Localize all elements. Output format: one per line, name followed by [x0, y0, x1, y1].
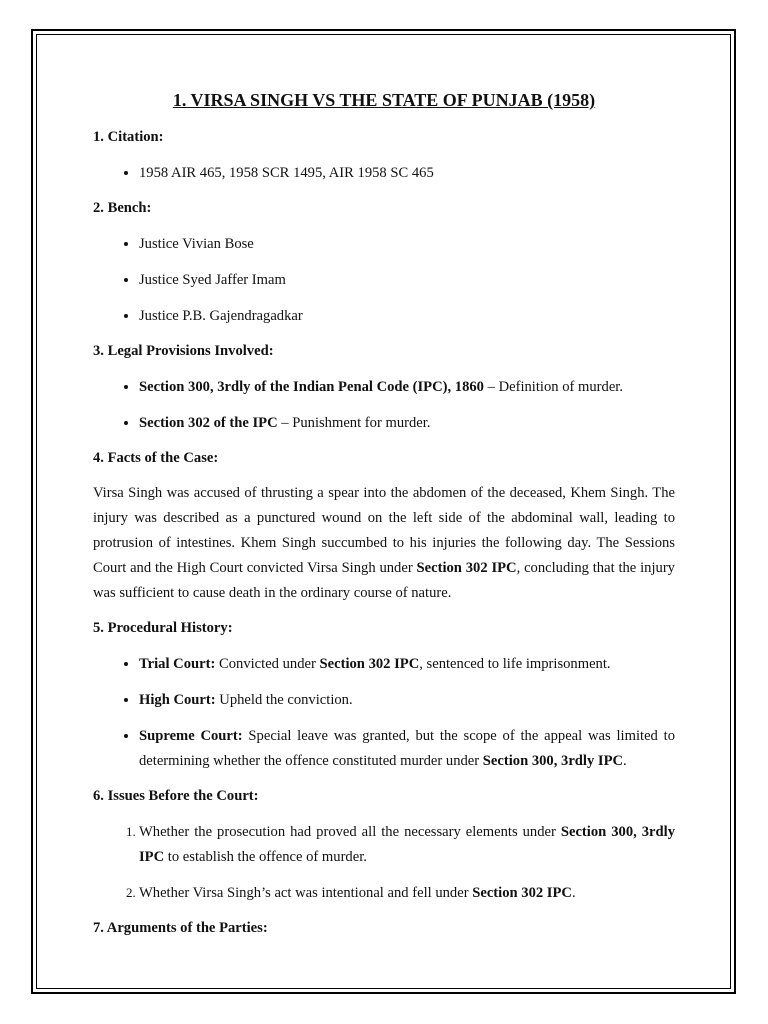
procedural-text-end: , sentenced to life imprisonment. [419, 656, 611, 672]
bench-judge: • Justice Syed Jaffer Imam [139, 267, 675, 293]
provision-item [139, 410, 675, 436]
provisions-heading: 3. Legal Provisions Involved: [93, 343, 274, 359]
procedural-text: Special leave was granted, but the scope of the appeal was limited to determining whether the offence constituted murder under [139, 728, 675, 769]
citation-heading: 1. Citation: [93, 129, 164, 145]
issue-bold: Section 302 IPC [472, 885, 572, 901]
facts-text: Virsa Singh was accused of thrusting a spear into the abdomen of the deceased, Khem Singh. The injury was described as a punctured wound on the left side of the abdominal wall, leading to protrusion of intestines. Khem Singh succumbed to his injuries the following day. The Sessions Court and the High Court convicted Virsa Singh under [93, 485, 675, 576]
procedural-item [139, 651, 675, 677]
arguments-heading: 7. Arguments of the Parties: [93, 920, 268, 936]
facts-text-end: , concluding that the injury was sufficient to cause death in the ordinary course of nature. [93, 560, 675, 601]
bench-judge: • Justice Vivian Bose [139, 231, 675, 257]
procedural-list [93, 651, 675, 774]
procedural-heading: 5. Procedural History: [93, 620, 233, 636]
provision-item [139, 374, 675, 400]
procedural-bold: Section 300, 3rdly IPC [482, 753, 624, 769]
provisions-list [93, 374, 675, 436]
document-title: 1. VIRSA SINGH VS THE STATE OF PUNJAB (1958) [172, 90, 596, 110]
provision-description: – Punishment for murder. [277, 415, 431, 431]
procedural-bold: Section 302 IPC [319, 656, 420, 672]
issue-text-end: . [571, 885, 576, 901]
bench-list [93, 231, 675, 329]
citation-item: • 1958 AIR 465, 1958 SCR 1495, AIR 1958 SC 465 [139, 160, 675, 186]
procedural-item [139, 723, 675, 774]
provision-section: Section 302 of the IPC [139, 415, 278, 431]
procedural-text-end: . [623, 753, 627, 769]
provision-section: Section 300, 3rdly of the Indian Penal Code (IPC), 1860 [139, 379, 484, 395]
court-label: Trial Court: [139, 656, 216, 672]
bench-judge: • Justice P.B. Gajendragadkar [139, 303, 675, 329]
issues-heading: 6. Issues Before the Court: [93, 788, 259, 804]
issue-item [139, 880, 675, 906]
procedural-text: Convicted under [215, 656, 320, 672]
facts-bold: Section 302 IPC [416, 560, 517, 576]
bench-heading: 2. Bench: [93, 200, 152, 216]
provision-description: – Definition of murder. [483, 379, 624, 395]
issue-text-end: to establish the offence of murder. [164, 849, 367, 865]
issue-text: Whether Virsa Singh’s act was intentional and fell under [139, 885, 473, 901]
facts-heading: 4. Facts of the Case: [93, 450, 219, 466]
document-body [93, 86, 675, 951]
issue-bold: Section 300, 3rdly IPC [139, 824, 675, 865]
court-label: High Court: [139, 692, 216, 708]
procedural-text: Upheld the conviction. [215, 692, 353, 708]
issue-text: Whether the prosecution had proved all the necessary elements under [139, 824, 561, 840]
procedural-item [139, 687, 675, 713]
issues-list [93, 819, 675, 906]
citation-list [93, 160, 675, 186]
issue-item [139, 819, 675, 870]
facts-paragraph [93, 481, 675, 606]
court-label: Supreme Court: [139, 728, 243, 744]
